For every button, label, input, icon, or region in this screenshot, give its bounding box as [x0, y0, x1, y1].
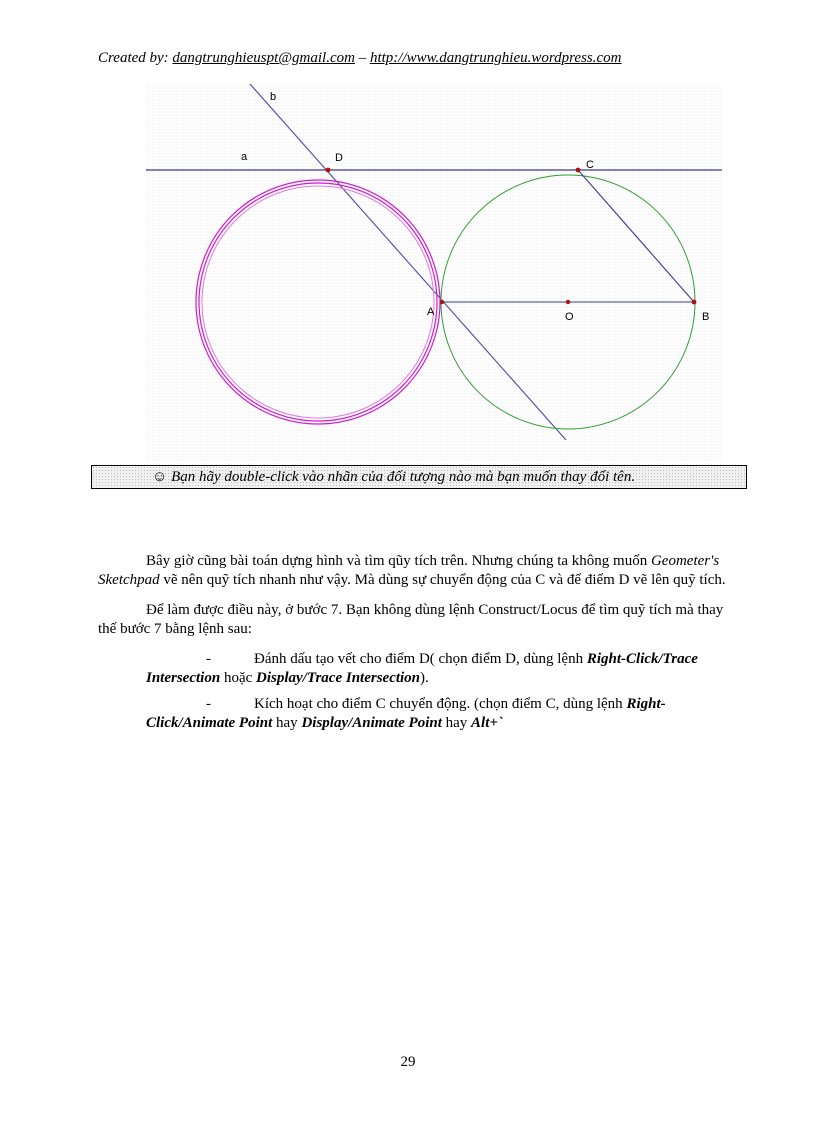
- step-2-dash: -: [206, 696, 211, 712]
- point-d[interactable]: [326, 168, 331, 173]
- point-o[interactable]: [566, 300, 570, 304]
- step-2-text-c: hay: [272, 715, 302, 731]
- tip-text: ☺ Bạn hãy double-click vào nhãn của đối tượng nào mà bạn muốn thay đổi tên.: [152, 469, 636, 485]
- paragraph-2: Để làm được điều này, ở bước 7. Bạn không dùng lệnh Construct/Locus để tìm quỹ tích mà thay thế bước 7 bằng lệnh sau:: [98, 602, 724, 637]
- step-2-shortcut: Alt+`: [471, 715, 503, 731]
- step-1-text-d: ).: [420, 670, 429, 686]
- paragraph-1-text-b: vẽ nên quỹ tích nhanh như vậy. Mà dùng sự chuyển động của C và để điểm D vẽ lên quỹ tích.: [159, 572, 726, 588]
- point-a[interactable]: [440, 300, 444, 304]
- point-b[interactable]: [692, 300, 697, 305]
- tip-box: [91, 465, 747, 489]
- paragraph-1-software-name: Geometer's Sketchpad: [98, 553, 720, 588]
- label-c[interactable]: C: [586, 159, 594, 171]
- header-website-link[interactable]: http://www.dangtrunghieu.wordpress.com: [369, 50, 622, 66]
- paragraph-1-text-a: Bây giờ cũng bài toán dựng hình và tìm qũy tích trên. Nhưng chúng ta không muốn: [146, 553, 651, 569]
- step-1-text-a: Đánh dấu tạo vết cho điểm D( chọn điểm D, dùng lệnh: [254, 651, 587, 667]
- step-1-dash: -: [206, 651, 211, 667]
- label-a-line[interactable]: a: [241, 151, 248, 163]
- step-1-command-2: Display/Trace Intersection: [256, 670, 421, 686]
- step-item-2: [146, 695, 730, 733]
- body-text: [98, 552, 730, 740]
- header-prefix: Created by:: [98, 50, 173, 66]
- label-d[interactable]: D: [335, 152, 343, 164]
- step-1-text-c: hoặc: [220, 670, 257, 686]
- geometry-figure: [146, 84, 722, 462]
- step-2-text-d: hay: [441, 715, 472, 731]
- step-1-command-1: Right-Click/Trace Intersection: [146, 651, 698, 686]
- step-2-command-1: Right-Click/Animate Point: [146, 696, 666, 731]
- step-item-1: [146, 650, 730, 688]
- paragraph-1: [98, 552, 730, 590]
- step-2-command-2: Display/Animate Point: [301, 715, 442, 731]
- page-header: [98, 50, 738, 67]
- page-number: 29: [400, 1054, 416, 1070]
- geometry-sketch: [146, 84, 722, 462]
- header-email-link[interactable]: dangtrunghieuspt@gmail.com: [172, 50, 355, 66]
- label-o[interactable]: O: [565, 311, 574, 323]
- label-a[interactable]: A: [427, 306, 435, 318]
- step-2-text-a: Kích hoạt cho điểm C chuyển động. (chọn điểm C, dùng lệnh: [254, 696, 627, 712]
- point-c[interactable]: [576, 168, 581, 173]
- header-separator: –: [354, 50, 370, 66]
- label-b[interactable]: b: [270, 91, 277, 103]
- label-b-point[interactable]: B: [702, 311, 710, 323]
